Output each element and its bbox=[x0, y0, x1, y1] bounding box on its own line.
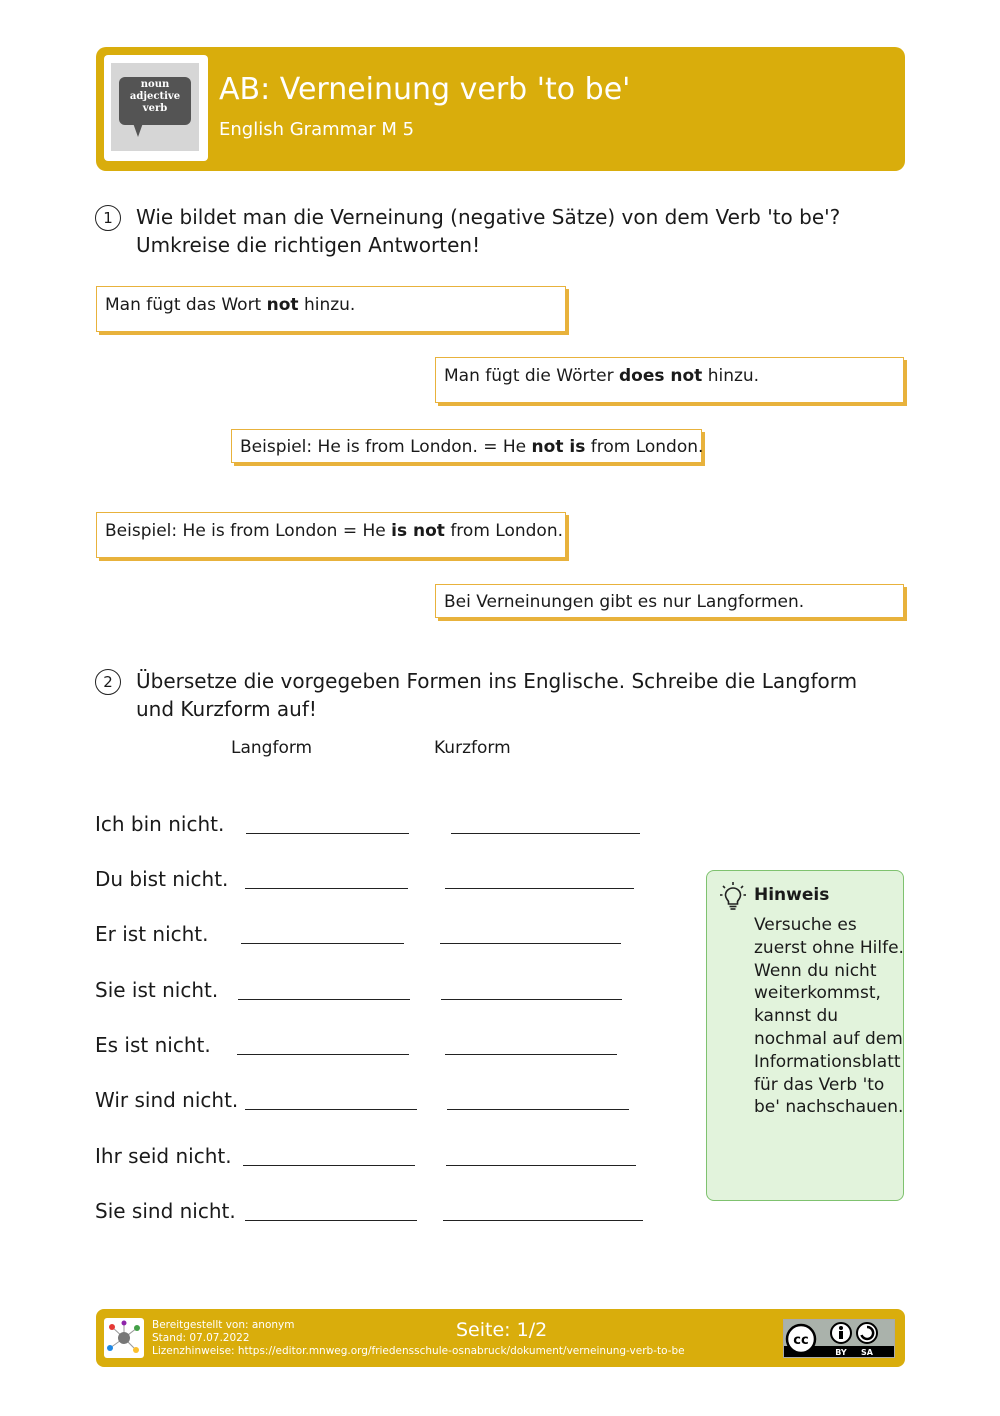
column-header-kurzform: Kurzform bbox=[434, 738, 511, 758]
answer-line-langform[interactable] bbox=[246, 833, 409, 834]
svg-text:cc: cc bbox=[793, 1333, 809, 1348]
svg-text:SA: SA bbox=[861, 1348, 873, 1357]
answer-line-kurzform[interactable] bbox=[441, 999, 622, 1000]
row-label: Ihr seid nicht. bbox=[95, 1144, 232, 1168]
answer-line-kurzform[interactable] bbox=[451, 833, 640, 834]
speech-bubble-icon: noun adjective verb bbox=[119, 77, 191, 125]
license-link[interactable]: Lizenzhinweise: https://editor.mnweg.org/friedensschule-osnabruck/dokument/verneinung-verb-to-be bbox=[152, 1344, 685, 1357]
row-label: Er ist nicht. bbox=[95, 922, 209, 946]
hint-box bbox=[706, 870, 904, 1201]
answer-line-langform[interactable] bbox=[245, 1109, 417, 1110]
footer-metadata: Bereitgestellt von: anonym Stand: 07.07.2022 Lizenzhinweise: https://editor.mnweg.org/friedensschule-osnabruck/dokument/verneinung-verb-to-be bbox=[152, 1319, 685, 1357]
mnweg-logo bbox=[104, 1318, 144, 1358]
task-question: Wie bildet man die Verneinung (negative Sätze) von dem Verb 'to be'? Umkreise die richtigen Antworten! bbox=[136, 205, 841, 257]
answer-option[interactable]: Beispiel: He is from London. = He not is from London. bbox=[231, 429, 702, 463]
answer-option[interactable]: Man fügt das Wort not hinzu. bbox=[96, 286, 566, 332]
svg-text:BY: BY bbox=[835, 1348, 847, 1357]
page-footer bbox=[96, 1309, 905, 1367]
hint-text: Versuche es zuerst ohne Hilfe. Wenn du nicht weiterkommst, kannst du nochmal auf dem Informationsblatt für das Verb 'to be' nachschauen. bbox=[754, 915, 904, 1118]
hint-title: Hinweis bbox=[754, 885, 830, 905]
row-label: Du bist nicht. bbox=[95, 867, 229, 891]
answer-line-langform[interactable] bbox=[245, 1220, 417, 1221]
task-number: 1 bbox=[95, 205, 121, 231]
answer-line-kurzform[interactable] bbox=[443, 1220, 643, 1221]
answer-line-langform[interactable] bbox=[237, 1054, 409, 1055]
worksheet-logo bbox=[104, 55, 208, 161]
page-subtitle: English Grammar M 5 bbox=[219, 119, 415, 140]
answer-line-langform[interactable] bbox=[243, 1165, 415, 1166]
row-label: Ich bin nicht. bbox=[95, 812, 225, 836]
task-number: 2 bbox=[95, 669, 121, 695]
row-label: Es ist nicht. bbox=[95, 1033, 211, 1057]
lightbulb-icon bbox=[719, 881, 747, 911]
column-header-langform: Langform bbox=[231, 738, 313, 758]
answer-option[interactable]: Beispiel: He is from London = He is not from London. bbox=[96, 512, 566, 558]
answer-line-langform[interactable] bbox=[241, 943, 404, 944]
row-label: Sie ist nicht. bbox=[95, 978, 219, 1002]
answer-line-langform[interactable] bbox=[238, 999, 410, 1000]
answer-line-kurzform[interactable] bbox=[445, 888, 634, 889]
row-label: Wir sind nicht. bbox=[95, 1088, 239, 1112]
answer-line-kurzform[interactable] bbox=[447, 1109, 629, 1110]
worksheet-header bbox=[96, 47, 905, 171]
task-question: Übersetze die vorgegeben Formen ins Englische. Schreibe die Langform und Kurzform auf! bbox=[136, 669, 858, 721]
row-label: Sie sind nicht. bbox=[95, 1199, 236, 1223]
answer-line-kurzform[interactable] bbox=[445, 1054, 617, 1055]
answer-line-langform[interactable] bbox=[245, 888, 408, 889]
answer-line-kurzform[interactable] bbox=[446, 1165, 636, 1166]
page-number: Seite: 1/2 bbox=[456, 1319, 548, 1341]
answer-line-kurzform[interactable] bbox=[440, 943, 621, 944]
answer-option[interactable]: Bei Verneinungen gibt es nur Langformen. bbox=[435, 584, 904, 618]
answer-option[interactable]: Man fügt die Wörter does not hinzu. bbox=[435, 357, 904, 403]
page-title: AB: Verneinung verb 'to be' bbox=[219, 72, 631, 107]
cc-license-badge[interactable] bbox=[783, 1319, 895, 1358]
